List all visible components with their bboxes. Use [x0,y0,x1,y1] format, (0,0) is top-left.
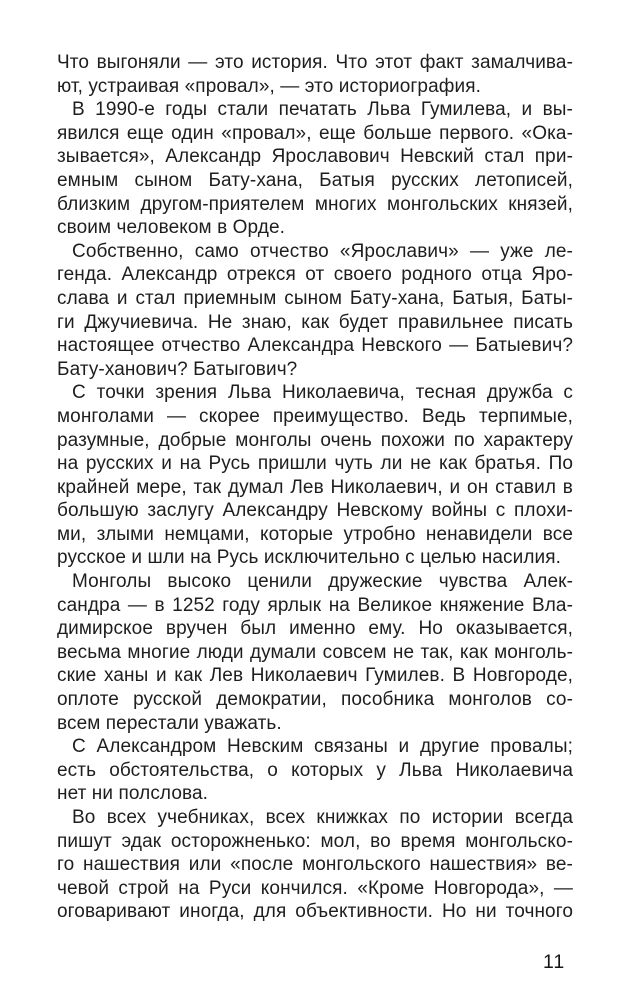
text-line: Что выгоняли — это история. Что этот факт замалчива- [57,52,573,73]
text-line: С Александром Невским связаны и другие провалы; [72,736,573,758]
text-line: нет ни полслова. [57,783,209,805]
text-line: ги Джучиевича. Не знаю, как будет правильнее писать [57,311,573,333]
text-block [57,51,573,924]
text-line: сандра — в 1252 году ярлык на Великое княжение Вла- [57,594,573,616]
text-line: явился еще один «провал», еще больше первого. «Ока- [57,122,573,144]
text-line: В 1990-е годы стали печатать Льва Гумилева, и вы- [72,99,573,121]
text-line: пишут эдак осторожненько: мол, во время монгольско- [57,830,573,852]
text-line: зывается», Александр Ярославович Невский стал при- [57,146,573,168]
text-line: Собственно, само отчество «Ярославич» — уже ле- [72,240,573,262]
text-line: всем перестали уважать. [57,712,282,734]
text-line: ми, злыми немцами, которые утробно ненавидели все [57,523,573,545]
text-line: емным сыном Бату-хана, Батыя русских летописей, [57,169,573,191]
text-line: генда. Александр отрекся от своего родного отца Яро- [57,264,573,286]
text-line: Монголы высоко ценили дружеские чувства Алек- [72,571,573,593]
text-line: на русских и на Русь пришли чуть ли не как братья. По [57,453,573,475]
text-line: русское и шли на Русь исключительно с целью насилия. [57,547,562,569]
text-line: оплоте русской демократии, пособника монголов со- [57,689,573,711]
page-number: 11 [543,951,566,973]
text-line: есть обстоятельства, о которых у Льва Николаевича [57,759,573,781]
text-line: чевой строй на Руси кончился. «Кроме Новгорода», — [57,877,573,899]
text-line: разумные, добрые монголы очень похожи по характеру [57,429,573,451]
text-line: весьма многие люди думали совсем не так, как монголь- [57,641,573,663]
text-line: Бату-ханович? Батыгович? [57,358,298,380]
text-line: димирское вручен был именно ему. Но оказывается, [57,618,573,640]
text-line: своим человеком в Орде. [57,217,285,239]
text-line: ют, устраивая «провал», — это историография. [57,75,481,97]
text-line: го нашествия или «после монгольского нашествия» ве- [57,854,573,876]
text-line: настоящее отчество Александра Невского — Батыевич? [57,335,573,357]
text-line: слава и стал приемным сыном Бату-хана, Батыя, Баты- [57,287,573,309]
text-line: ские ханы и как Лев Николаевич Гумилев. В Новгороде, [57,665,573,687]
text-line: оговаривают иногда, для объективности. Но ни точного [57,901,573,923]
text-line: Во всех учебниках, всех книжках по истории всегда [72,807,573,828]
text-line: С точки зрения Льва Николаевича, тесная дружба с [72,382,573,404]
text-line: крайней мере, так думал Лев Николаевич, и он ставил в [57,476,573,498]
text-line: близким другом-приятелем многих монгольских князей, [57,193,573,215]
text-line: монголами — скорее преимущество. Ведь терпимые, [57,405,573,427]
text-line: большую заслугу Александру Невскому войны с плохи- [57,500,573,522]
